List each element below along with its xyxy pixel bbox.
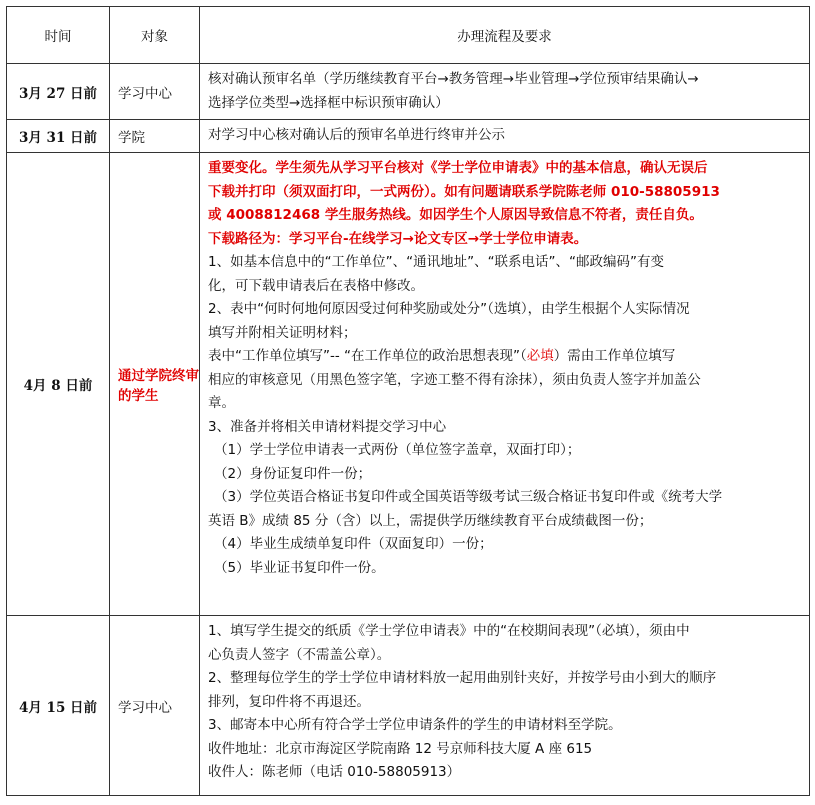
schedule-table <box>6 6 810 796</box>
material-item: （5）毕业证书复印件一份。 <box>214 559 385 576</box>
material-item: （1）学士学位申请表一式两份（单位签字盖章，双面打印）； <box>214 442 581 458</box>
procedure-line: 相应的审核意见（用黑色签字笔，字迹工整不得有涂抹），须由负责人签字并加盖公 <box>208 371 701 388</box>
material-item: （3）学位英语合格证书复印件或全国英语等级考试三级合格证书复印件或《统考大学 <box>214 489 723 505</box>
header-time: 时间 <box>7 7 110 64</box>
material-item: 英语 B》成绩 85 分（含）以上，需提供学历继续教育平台成绩截图一份； <box>208 512 653 529</box>
row-date: 3月 31 日前 <box>7 120 110 153</box>
mixed-after: ）需由工作单位填写 <box>553 348 676 364</box>
row-target: 学院 <box>110 120 200 153</box>
procedure-line: 2、表中“何时何地何原因受过何种奖励或处分”（选填），由学生根据个人实际情况 <box>208 301 690 317</box>
row-target: 学习中心 <box>110 64 200 120</box>
row-procedure <box>200 153 810 616</box>
mixed-before: 表中“工作单位填写”-- “在工作单位的政治思想表现”（ <box>208 348 527 364</box>
header-target: 对象 <box>110 7 200 64</box>
important-notice-line: 下载并打印（须双面打印，一式两份）。如有问题请联系学院陈老师 010-58805913 <box>208 183 720 200</box>
procedure-line: 2、整理每位学生的学士学位申请材料放一起用曲别针夹好，并按学号由小到大的顺序 <box>208 670 717 686</box>
procedure-line: 填写并附相关证明材料； <box>208 324 357 341</box>
table-row <box>7 64 810 120</box>
material-item: （2）身份证复印件一份； <box>214 465 372 482</box>
procedure-line: 核对确认预审名单（学历继续教育平台→教务管理→毕业管理→学位预审结果确认→ <box>208 71 699 87</box>
procedure-line: 化，可下载申请表后在表格中修改。 <box>208 277 424 294</box>
recipient: 收件人：陈老师（电话 010-58805913） <box>208 764 461 780</box>
mailing-address: 收件地址：北京市海淀区学院南路 12 号京师科技大厦 A 座 615 <box>208 740 593 757</box>
row-date: 4月 8 日前 <box>7 153 110 616</box>
row-procedure <box>200 616 810 796</box>
download-path-line: 下载路径为：学习平台-在线学习→论文专区→学士学位申请表。 <box>208 230 588 247</box>
row-procedure <box>200 64 810 120</box>
row-target: 学习中心 <box>110 616 200 796</box>
header-procedure: 办理流程及要求 <box>200 7 810 64</box>
table-row <box>7 120 810 153</box>
row-target: 通过学院终审的学生 <box>110 153 200 616</box>
procedure-line: 排列，复印件将不再退还。 <box>208 693 370 710</box>
material-item: （4）毕业生成绩单复印件（双面复印）一份； <box>214 536 493 552</box>
row-procedure <box>200 120 810 153</box>
row-date: 3月 27 日前 <box>7 64 110 120</box>
table-row <box>7 153 810 616</box>
procedure-line: 选择学位类型→选择框中标识预审确认） <box>208 94 449 111</box>
procedure-line-mixed <box>208 345 803 369</box>
required-mark: 必填 <box>526 348 554 364</box>
procedure-line: 章。 <box>208 395 235 411</box>
important-notice-line: 重要变化。学生须先从学习平台核对《学士学位申请表》中的基本信息，确认无误后 <box>208 160 708 176</box>
procedure-line: 1、填写学生提交的纸质《学士学位申请表》中的“在校期间表现”（必填），须由中 <box>208 623 690 639</box>
row-date: 4月 15 日前 <box>7 616 110 796</box>
procedure-line: 3、准备并将相关申请材料提交学习中心 <box>208 418 447 435</box>
procedure-line: 1、如基本信息中的“工作单位”、“通讯地址”、“联系电话”、“邮政编码”有变 <box>208 254 665 270</box>
table-row <box>7 616 810 796</box>
procedure-line: 对学习中心核对确认后的预审名单进行终审并公示 <box>208 127 505 143</box>
procedure-line: 3、邮寄本中心所有符合学士学位申请条件的学生的申请材料至学院。 <box>208 717 622 733</box>
header-row <box>7 7 810 64</box>
procedure-line: 心负责人签字（不需盖公章）。 <box>208 646 391 663</box>
important-notice-line: 或 4008812468 学生服务热线。如因学生个人原因导致信息不符者，责任自负。 <box>208 207 703 223</box>
